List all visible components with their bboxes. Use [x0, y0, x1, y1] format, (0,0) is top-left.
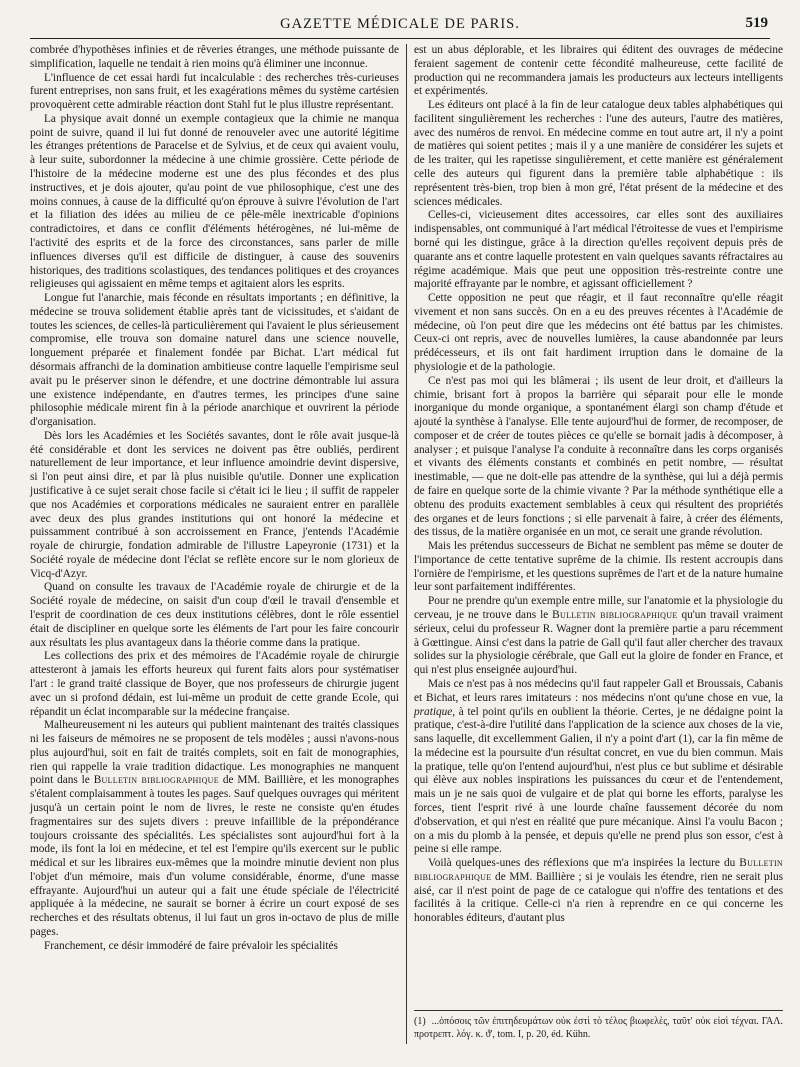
paragraph: La physique avait donné un exemple contagieux que la chimie ne manqua point de suivre, quand il lui fut donné de renouveler avec une autorité légitime les étranges prétentions de Paracelse et de Sylvius, et de ceux qui avaient voulu, à leur suite, subordonner la médecine à une chimie grossière. Cette période de l'histoire de la médecine moderne est une des plus fécondes et des plus instructives, et je dois ajouter, qu'au point de vue philosophique, c'est une des moins connues, à cause de la difficulté qu'on éprouve à suivre l'évolution de l'art et la filiation des idées au milieu de ce pêle-mêle inextricable d'opinions contradictoires, et dans ce conflit d'éléments hétérogènes, né lui-même de l'activité des esprits et de la force des circonstances, sans parler de mille influences diverses qu'il est difficile de distinguer, à cause des souvenirs historiques, des traditions scolastiques, des tendances politiques et des croyances religieuses qui agissaient en même temps et agitaient alors les esprits.: [30, 112, 399, 291]
left-column: [30, 44, 399, 1058]
paragraph-text: qu'un travail vraiment sérieux, celui du professeur R. Wagner dont la première partie a paru récemment à Gœttingue. Ainsi c'est dans la patrie de Gall qu'il faut aller chercher des travaux solides sur la physiologie cérébrale, que Gall eut la gloire de fonder en France, et qui n'est plus enseignée aujourd'hui.: [414, 609, 783, 677]
page-number: 519: [745, 15, 768, 31]
paragraph: Les éditeurs ont placé à la fin de leur catalogue deux tables alphabétiques qui facilitent singulièrement les recherches : l'une des auteurs, l'autre des matières, avec des numéros de renvoi. En médecine comme en tout autre art, il n'y a point de matières qui soient petites ; mais il y a une manière de considérer les sujets et de les traiter, qui les rapetisse singulièrement, et cette manière est généralement celle des auteurs qui figurent dans la première table alphabétique : ils représentent très-bien, trop bien à mon gré, l'état présent de la médecine et des sciences médicales.: [414, 99, 783, 208]
paragraph: Longue fut l'anarchie, mais féconde en résultats importants ; en définitive, la médecine se trouva solidement établie après tant de vicissitudes, et s'aidant de toutes les sciences, de celles-là particulièrement qui l'avaient le plus sérieusement compromise, elle trouva son domaine naturel dans une science nouvelle, longuement préparée et finalement fondée par Bichat. L'art médical fut désormais affranchi de la domination ambitieuse contre laquelle l'empirisme seul avait pu le préserver sinon le défendre, et une doctrine démontrable lui assura une existence indépendante, en d'autres termes, les principes d'une saine philosophie médicale mirent fin à la période anarchique et ouvrirent la période d'organisation.: [30, 292, 399, 429]
paragraph: [414, 678, 783, 857]
footnote-marker: (1): [414, 1016, 426, 1027]
paragraph: est un abus déplorable, et les libraires qui éditent des ouvrages de médecine feraient sagement de contenir cette fécondité malheureuse, cette facilité de production qui ne recommandera jamais les producteurs aux lecteurs intelligents et expérimentés.: [414, 44, 783, 98]
paragraph: Mais les prétendus successeurs de Bichat ne semblent pas même se douter de l'importance de cette tentative suprême de la chimie. Ils restent accroupis dans l'ornière de l'empirisme, et les questions suprêmes de l'art et de la nature humaine leur sont parfaitement indifférentes.: [414, 540, 783, 594]
bulletin-reference: Bulletin bibliographique: [93, 774, 219, 787]
paragraph: Franchement, ce désir immodéré de faire prévaloir les spécialités: [44, 939, 338, 952]
paragraph: Quand on consulte les travaux de l'Académie royale de chirurgie et de la Société royale de médecine, on saisit d'un coup d'œil le travail d'ensemble et l'esprit de coordination de ces deux institutions célèbres, dont le rôle essentiel était de discipliner en quelque sorte les éléments de l'art pour les faire concourir aux résultats les plus avantageux dans la théorie comme dans la pratique.: [30, 581, 399, 649]
paragraph: Ce n'est pas moi qui les blâmerai ; ils usent de leur droit, et d'ailleurs la chimie, brisant fort à propos la barrière qui séparait pour elle le monde inorganique du monde organique, a spontanément élargi son champ d'étude et ajouté la synthèse à l'analyse. Elle tente aujourd'hui de former, de recomposer, de composer et de créer de toutes pièces ce qu'elle se bornait jadis à décomposer, à analyser ; et puisque l'analyse l'a conduite à reconnaître dans les corps organisés et vivants des éléments constants et combinés en petit nombre, — résultat inestimable, — que ne doit-elle pas attendre de la synthèse, qui lui a déjà permis de faire en quelque sorte de la chimie vivante ? Par la méthode synthétique elle a obtenu des produits exactement semblables à ceux qui résultent des propriétés des organes et de leurs fonctions ; si elle parvenait à faire, à créer des éléments, des tissus, de la matière organisée en un mot, ce serait une grande révolution.: [414, 374, 783, 539]
footnote-text: ...ὁπόσοις τῶν ἐπιτηδευμάτων οὐκ ἐστὶ τὸ τέλος βιωφελὲς, ταῦτ' οὐκ εἰσὶ τέχναι. ΓΑΛ. προτρεπτ. λόγ. κ. ϑ', tom. I, p. 20, éd. Kühn.: [414, 1016, 783, 1040]
column-divider: [406, 44, 407, 1044]
right-column: [414, 44, 783, 1004]
paragraph: [414, 857, 783, 926]
paragraph: Les collections des prix et des mémoires de l'Académie royale de chirurgie attesteront à jamais les efforts heureux qui furent faits alors pour systématiser l'art : le grand traité classique de Boyer, que nos professeurs de chirurgie jugent avec un si profond dédain, est lui-même un produit de cette grande Ecole, qui répandit un éclat incomparable sur la médecine française.: [30, 650, 399, 718]
journal-title: GAZETTE MÉDICALE DE PARIS.: [280, 16, 520, 32]
paragraph: Dès lors les Académies et les Sociétés savantes, dont le rôle avait jusque-là été considérable et dont les services ne doivent pas être oubliés, perdirent naturellement de leur importance, et leur influence amoindrie devint dispersive, si l'on peut ainsi dire, et par là plus nuisible qu'utile. Donner une explication justificative à ce sujet serait chose facile si c'était ici le lieu ; il suffit de rappeler que nos Académies et corporations médicales ne sauraient entrer en parallèle avec deux des plus grandes institutions qui ont honoré la médecine et puissamment contribué à son accroissement en France, j'entends l'Académie royale de chirurgie, fondation admirable de l'illustre Lapeyronie (1731) et la Société royale de médecine dont l'éclat se reflète encore sur le nom glorieux de Vicq-d'Azyr.: [30, 429, 399, 580]
paragraph-text: Voilà quelques-unes des réflexions que m'a inspirées la lecture du: [428, 857, 740, 870]
paragraph: [414, 595, 783, 678]
footnote: [414, 1016, 783, 1041]
bulletin-reference: Bulletin bibliographique: [552, 609, 678, 622]
paragraph: Cette opposition ne peut que réagir, et il faut reconnaître qu'elle réagit vivement et non sans succès. On en a eu des preuves récentes à l'Académie de médecine, où l'on peut dire que les médecins ont été battus par les chimistes. Ceux-ci ont repris, avec de nouvelles lumières, la cause abandonnée par leurs prédécesseurs, et ils ont fait hardiment irruption dans le domaine de la physiologie et de la pathologie.: [414, 292, 783, 373]
paragraph-text: , à tel point qu'ils en oublient la théorie. Certes, je ne dédaigne point la pratique, c'est-à-dire l'utilité dans l'application de la science aux choses de la vie, sans laquelle, dit excellemment Galien, il n'y a point d'art (1), car la fin même de la médecine est la poursuite d'un résultat concret, en vue du bien commun. Mais la pratique, telle qu'on l'entend aujourd'hui, n'est plus ce but sublime et désirable qui élève aux nobles inspirations les puissances du cœur et de l'entendement, mais un je ne sais quoi de vulgaire et de plat qui borne les efforts, paralyse les forces, tient l'esprit rivé à une lourde chaîne faussement décorée du nom d'observation, et qui n'est en réalité que pure mécanique. Ainsi l'a voulu Bacon ; on a mis du plomb à la pensée, et depuis qu'elle ne prend plus son essor, c'est à peine si elle rampe.: [414, 705, 783, 856]
paragraph: combrée d'hypothèses infinies et de rêveries étranges, une méthode puissante de simplification, laquelle ne tendait à rien moins qu'à éliminer une inconnue.: [30, 44, 399, 70]
paragraph-text: de MM. Baillière ; si je voulais les étendre, rien ne serait plus aisé, car il n'est point de page de ce catalogue qui n'offre des tentations et des facilités à la critique. Celle-ci n'a rien à reprendre en ce qui concerne les honorables éditeurs, d'autant plus: [414, 870, 783, 925]
paragraph-text: de MM. Baillière, et les monographes s'étalent complaisamment à toutes les pages. Sauf quelques ouvrages qui méritent jusqu'à un certain point le nom de livres, le reste ne consiste qu'en études fragmentaires sur des sujets divers : preuve infaillible de la prépondérance toujours croissante des spécialités. Les spécialistes sont aujourd'hui fort à la mode, ils font la loi en médecine, et tel est l'empire qu'ils exercent sur le public médical et sur les libraires eux-mêmes que la moindre minutie devient non plus l'objet d'un mémoire, mais d'un volume considérable, énorme, d'une masse effrayante. Aujourd'hui un auteur qui a fait une étude spéciale de l'électricité appliquée à la médecine, ne saurait se borner à écrire un court exposé de ses recherches et des résultats obtenus, il lui faut un gros in-octavo de plus de mille pages.: [30, 774, 400, 938]
paragraph-text: Malheureusement ni les auteurs qui publient maintenant des traités classiques ni les faiseurs de mémoires ne se proposent de tels modèles ; aussi n'avons-nous plus aujourd'hui, soit en fait de traités complets, soit en fait de monographies, rien qui rappelle la vraie tradition didactique. Les monographies ne manquent point dans le: [30, 719, 399, 787]
page-header: [30, 14, 770, 39]
paragraph: L'influence de cet essai hardi fut incalculable : des recherches très-curieuses furent entreprises, non sans fruit, et les exagérations mêmes du système cartésien provoquèrent cette admirable réaction dont Stahl fut le plus illustre représentant.: [30, 71, 399, 112]
paragraph-text: Mais ce n'est pas à nos médecins qu'il faut rappeler Gall et Broussais, Cabanis et Bichat, et leurs rares imitateurs : nos médecins n'ont qu'une chose en vue, la: [414, 677, 783, 704]
bulletin-reference: Bulletin bibliographique: [414, 857, 783, 883]
emphasis-pratique: pratique: [414, 705, 453, 718]
paragraph: Celles-ci, vicieusement dites accessoires, car elles sont des auxiliaires indispensables, ont communiqué à l'art médical l'étroitesse de vues et l'empirisme borné qui les distingue, grâce à la direction qu'elles reçoivent depuis près de quarante ans et contre laquelle protestent en vain quelques savants réfractaires au régime académique. Mais que peut une opposition très-restreinte contre une majorité effrayante par le nombre, et agissant officiellement ?: [414, 209, 783, 291]
paragraph: [30, 719, 399, 940]
paragraph-text: Pour ne prendre qu'un exemple entre mille, sur l'anatomie et la physiologie du cerveau, je ne trouve dans le: [414, 595, 783, 622]
footnote-rule: [414, 1010, 783, 1011]
